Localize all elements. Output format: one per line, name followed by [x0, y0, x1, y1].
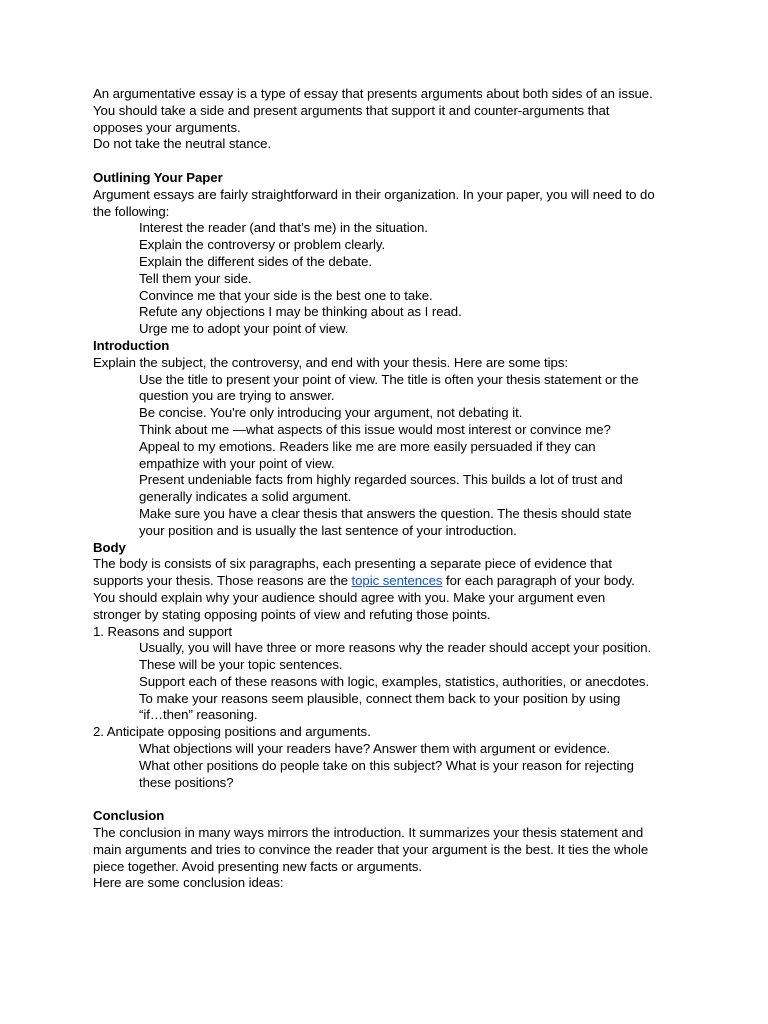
text-line: Do not take the neutral stance.	[93, 136, 272, 152]
text-line: piece together. Avoid presenting new facts or arguments.	[93, 858, 423, 874]
section-heading-introduction: Introduction	[93, 337, 170, 353]
text-line: An argumentative essay is a type of essay that presents arguments about both sides of an issue.	[93, 86, 653, 101]
reasons-list	[93, 640, 693, 724]
intro-paragraph	[93, 86, 693, 153]
list-item: Present undeniable facts from highly regarded sources. This builds a lot of trust and	[139, 472, 623, 488]
introduction-tips	[93, 372, 693, 540]
list-item: Explain the different sides of the debate.	[139, 253, 372, 269]
text-line: Argument essays are fairly straightforward in their organization. In your paper, you will need to do	[93, 186, 655, 202]
text-span: for each paragraph of your body.	[442, 573, 635, 589]
list-item: What other positions do people take on this subject? What is your reason for rejecting	[139, 757, 634, 773]
document-page	[93, 86, 693, 892]
topic-sentences-link[interactable]: topic sentences	[351, 573, 443, 589]
subsection-title: 2. Anticipate opposing positions and arguments.	[93, 724, 371, 740]
section-heading-outlining: Outlining Your Paper	[93, 169, 223, 185]
list-item: What objections will your readers have? Answer them with argument or evidence.	[139, 741, 611, 757]
list-item: Use the title to present your point of view. The title is often your thesis statement or the	[139, 371, 639, 387]
list-item: your position and is usually the last sentence of your introduction.	[139, 522, 517, 538]
list-item: Convince me that your side is the best one to take.	[139, 287, 433, 303]
text-line: stronger by stating opposing points of view and refuting those points.	[93, 606, 491, 622]
list-item: generally indicates a solid argument.	[139, 489, 352, 505]
list-item: empathize with your point of view.	[139, 455, 335, 471]
text-line: You should take a side and present arguments that support it and counter-arguments that	[93, 102, 610, 118]
list-item: Usually, you will have three or more reasons why the reader should accept your position.	[139, 640, 652, 656]
blank-line	[93, 153, 693, 170]
list-item: Be concise. You're only introducing your argument, not debating it.	[139, 405, 523, 421]
text-line: Here are some conclusion ideas:	[93, 875, 284, 891]
list-item: To make your reasons seem plausible, connect them back to your position by using	[139, 690, 621, 706]
list-item: question you are trying to answer.	[139, 388, 335, 404]
outline-list	[93, 220, 693, 338]
list-item: Refute any objections I may be thinking about as I read.	[139, 304, 462, 320]
list-item: Tell them your side.	[139, 270, 252, 286]
list-item: Appeal to my emotions. Readers like me are more easily persuaded if they can	[139, 438, 596, 454]
section-heading-body: Body	[93, 539, 126, 555]
text-line: You should explain why your audience should agree with you. Make your argument even	[93, 589, 606, 605]
text-line: The body is consists of six paragraphs, each presenting a separate piece of evidence that	[93, 556, 612, 572]
list-item: “if…then” reasoning.	[139, 707, 258, 723]
text-line: the following:	[93, 203, 170, 219]
list-item: These will be your topic sentences.	[139, 657, 343, 673]
blank-line	[93, 791, 693, 808]
list-item: Urge me to adopt your point of view.	[139, 321, 349, 337]
list-item: Support each of these reasons with logic, examples, statistics, authorities, or anecdotes.	[139, 673, 650, 689]
list-item: Interest the reader (and that’s me) in the situation.	[139, 220, 428, 236]
section-heading-conclusion: Conclusion	[93, 808, 165, 824]
text-span: supports your thesis. Those reasons are the	[93, 573, 352, 589]
subsection-title: 1. Reasons and support	[93, 623, 232, 639]
text-line	[93, 573, 693, 590]
list-item: Think about me —what aspects of this issue would most interest or convince me?	[139, 421, 611, 437]
list-item: Make sure you have a clear thesis that answers the question. The thesis should state	[139, 505, 632, 521]
opposing-positions-list	[93, 741, 693, 791]
list-item: Explain the controversy or problem clearly.	[139, 237, 386, 253]
list-item: these positions?	[139, 774, 234, 790]
text-line: The conclusion in many ways mirrors the introduction. It summarizes your thesis statement and	[93, 825, 644, 841]
text-line: Explain the subject, the controversy, and end with your thesis. Here are some tips:	[93, 354, 568, 370]
text-line: main arguments and tries to convince the reader that your argument is the best. It ties the whole	[93, 841, 649, 857]
text-line: opposes your arguments.	[93, 119, 241, 135]
